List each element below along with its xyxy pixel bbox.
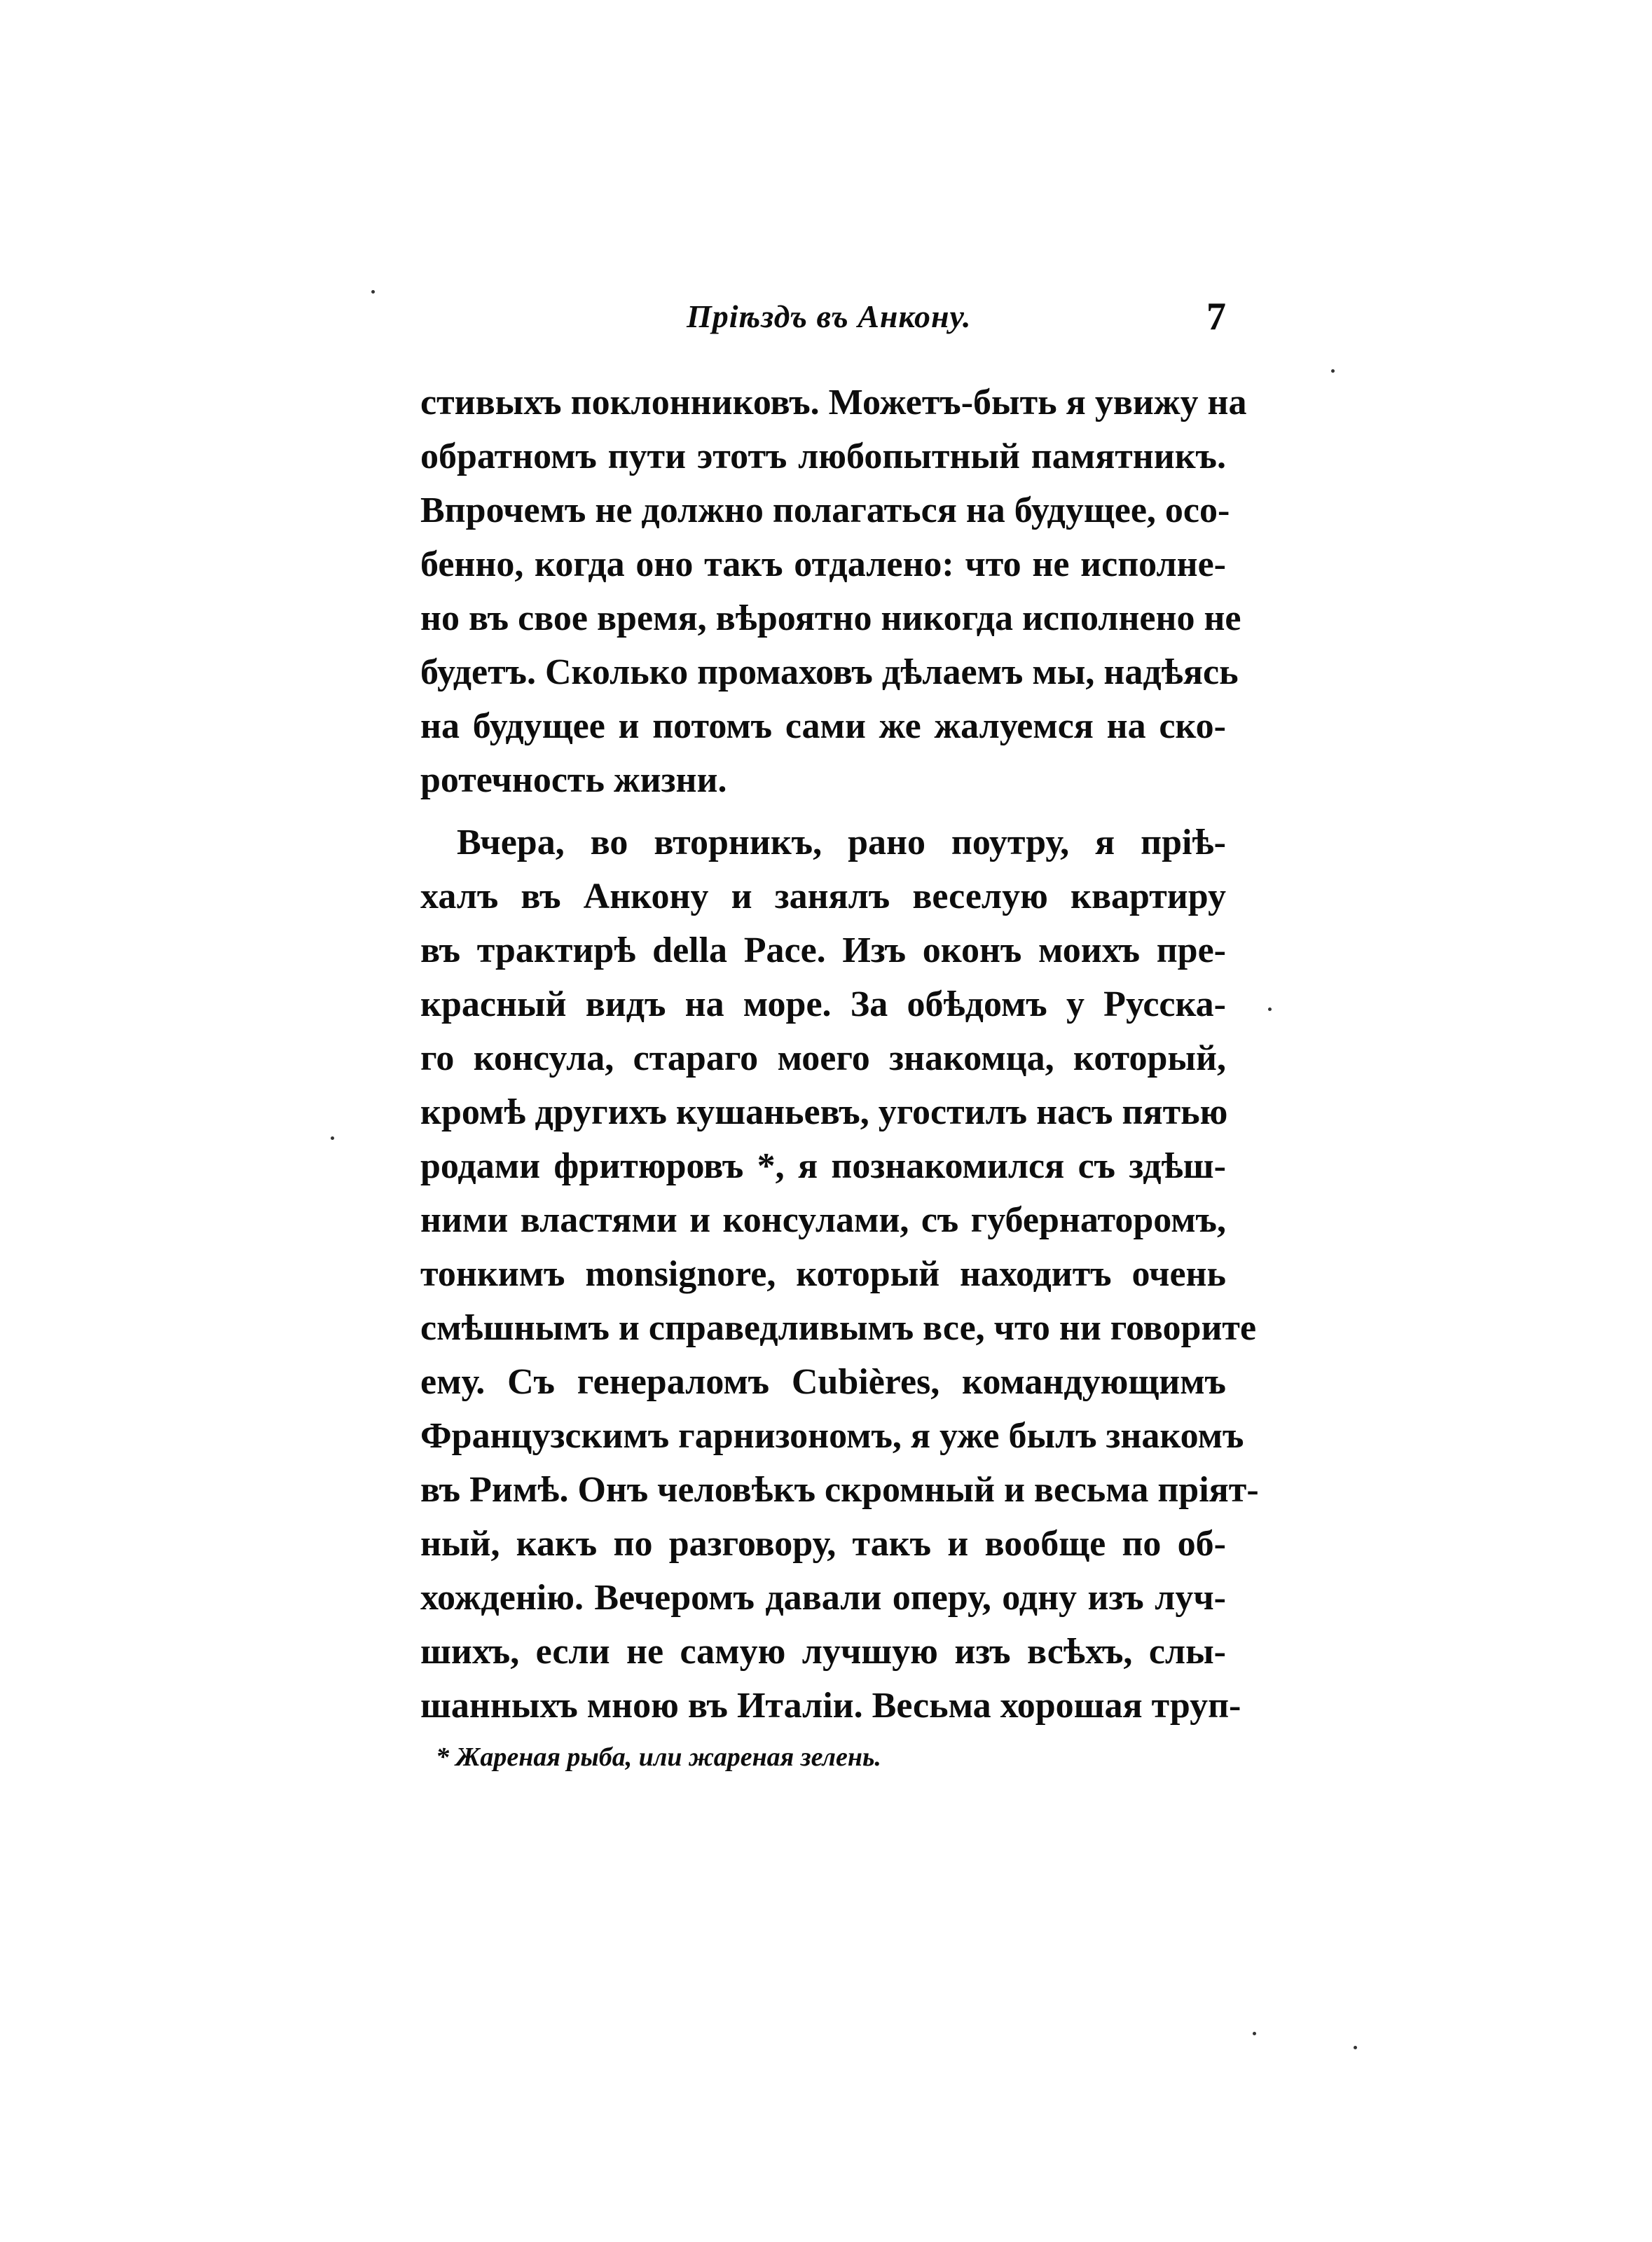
paragraph-gap <box>420 807 1226 816</box>
scan-speck <box>1354 2046 1357 2049</box>
text-line: шихъ, если не самую лучшую изъ всѣхъ, слы- <box>420 1632 1226 1672</box>
text-line: Вчера, во вторникъ, рано поутру, я прiѣ- <box>457 823 1226 862</box>
text-line: ный, какъ по разговору, такъ и вообще по об- <box>420 1524 1226 1564</box>
scan-speck <box>1268 1007 1272 1011</box>
scan-speck <box>371 290 375 294</box>
text-line: Впрочемъ не должно полагаться на будущее, осо- <box>420 490 1230 530</box>
scan-speck <box>1253 2032 1256 2035</box>
paragraph <box>420 376 1247 807</box>
text-line: обратномъ пути этотъ любопытный памятникъ. <box>420 436 1226 476</box>
paragraph <box>420 816 1259 1733</box>
text-line: въ Римѣ. Онъ человѣкъ скромный и весьма прiят- <box>420 1470 1259 1510</box>
page-number: 7 <box>1206 295 1226 338</box>
footnote: * Жареная рыба, или жареная зелень. <box>436 1742 881 1772</box>
scan-speck <box>331 1136 334 1140</box>
text-line: ему. Съ генераломъ Cubières, командующимъ <box>420 1362 1226 1402</box>
running-title: Прiѣздъ въ Анкону. <box>687 298 972 334</box>
text-line: го консула, стараго моего знакомца, который, <box>420 1038 1226 1078</box>
text-line: шанныхъ мною въ Италiи. Весьма хорошая труп- <box>420 1686 1241 1726</box>
text-line: хожденiю. Вечеромъ давали оперу, одну изъ луч- <box>420 1578 1226 1618</box>
text-line: красный видъ на море. За обѣдомъ у Русска- <box>420 984 1226 1024</box>
text-line: ними властями и консулами, съ губернаторомъ, <box>420 1200 1226 1240</box>
text-line: но въ свое время, вѣроятно никогда исполнено не <box>420 598 1241 638</box>
text-line: Французскимъ гарнизономъ, я уже былъ знакомъ <box>420 1416 1244 1456</box>
text-line: въ трактирѣ della Pace. Изъ оконъ моихъ пре- <box>420 930 1226 970</box>
text-line: смѣшнымъ и справедливымъ все, что ни говорите <box>420 1308 1257 1348</box>
scan-speck <box>1331 369 1335 373</box>
text-line: халъ въ Анкону и занялъ веселую квартиру <box>420 876 1226 916</box>
text-line: на будущее и потомъ сами же жалуемся на ско- <box>420 706 1226 746</box>
text-line: родами фритюровъ *, я познакомился съ здѣш- <box>420 1146 1226 1186</box>
text-line: будетъ. Сколько промаховъ дѣлаемъ мы, надѣясь <box>420 652 1239 692</box>
text-line: тонкимъ monsignore, который находитъ очень <box>420 1254 1226 1294</box>
text-line: ротечность жизни. <box>420 760 727 800</box>
text-line: бенно, когда оно такъ отдалено: что не исполне- <box>420 544 1226 584</box>
text-line: стивыхъ поклонниковъ. Можетъ-быть я увижу на <box>420 383 1247 422</box>
text-line: кромѣ другихъ кушаньевъ, угостилъ насъ пятью <box>420 1092 1228 1132</box>
body-text <box>420 376 1259 1733</box>
